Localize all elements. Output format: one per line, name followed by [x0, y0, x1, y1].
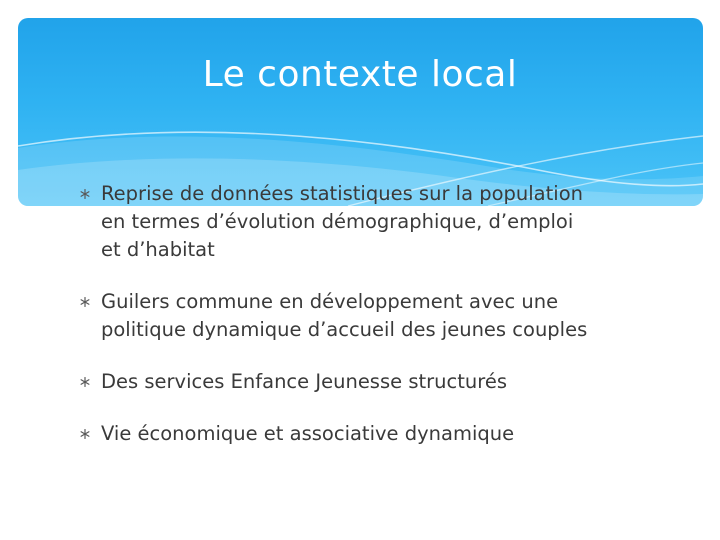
bullet-list	[80, 180, 680, 472]
bullet-line: Des services Enfance Jeunesse structurés	[101, 370, 507, 393]
bullet-item	[80, 180, 680, 264]
asterisk-bullet-icon	[80, 297, 90, 307]
bullet-line: en termes d’évolution démographique, d’emploi	[101, 210, 574, 233]
wave-decoration	[18, 18, 703, 206]
bullet-item	[80, 288, 680, 344]
title-banner	[18, 18, 703, 206]
slide-title: Le contexte local	[202, 54, 518, 95]
bullet-line: Vie économique et associative dynamique	[101, 422, 515, 445]
bullet-line: et d’habitat	[101, 238, 215, 261]
asterisk-bullet-icon	[80, 377, 90, 387]
bullet-item	[80, 420, 680, 448]
asterisk-bullet-icon	[80, 189, 90, 199]
bullet-line: politique dynamique d’accueil des jeunes couples	[101, 318, 588, 341]
bullet-item	[80, 368, 680, 396]
bullet-line: Reprise de données statistiques sur la population	[101, 182, 583, 205]
asterisk-bullet-icon	[80, 429, 90, 439]
bullet-line: Guilers commune en développement avec une	[101, 290, 559, 313]
